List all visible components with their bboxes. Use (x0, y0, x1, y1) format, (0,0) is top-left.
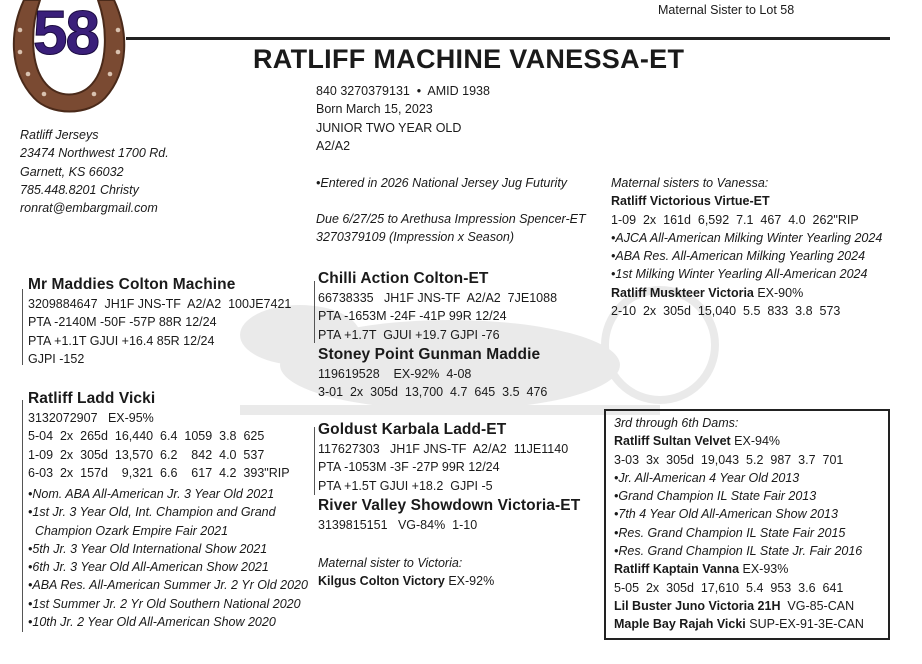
dam4-name: Ratliff Kaptain Vanna (614, 562, 740, 577)
dam4-score: EX-93% (739, 562, 789, 577)
due-note (316, 210, 586, 247)
dam-block (28, 390, 290, 482)
sire-sire-line: PTA +1.7T GJUI +19.7 GJPI -76 (318, 327, 500, 342)
due-service: Due 6/27/25 to Arethusa Impression Spencer-ET (316, 212, 586, 226)
honor: •1st Summer Jr. 2 Yr Old Southern National 2020 (28, 596, 301, 611)
header-note: Maternal Sister to Lot 58 (658, 3, 795, 17)
sire-name: Mr Maddies Colton Machine (28, 276, 236, 293)
sire-line: PTA -2140M -50F -57P 88R 12/24 (28, 315, 217, 330)
sister1-record: 1-09 2x 161d 6,592 7.1 467 4.0 262"RIP (611, 212, 859, 227)
futurity-note: •Entered in 2026 National Jersey Jug Futurity (316, 176, 568, 190)
dam6-name: Maple Bay Rajah Vicki (614, 617, 746, 632)
header-rule (126, 37, 890, 40)
dam3-honor: •Grand Champion IL State Fair 2013 (614, 489, 817, 504)
dam-sire-block (318, 421, 568, 495)
honor: •Nom. ABA All-American Jr. 3 Year Old 2021 (28, 487, 275, 501)
sire-sire-name: Chilli Action Colton-ET (318, 270, 489, 287)
consignor-address: 23474 Northwest 1700 Rd. (20, 146, 169, 161)
sire-block (28, 276, 291, 368)
dam-line: 5-04 2x 265d 16,440 6.4 1059 3.8 625 (28, 429, 265, 444)
sire-sire-block (318, 270, 557, 344)
dam3-honor: •Res. Grand Champion IL State Fair 2015 (614, 525, 846, 540)
sister2-score: EX-90% (753, 285, 804, 300)
dam-dam-line: 3139815151 VG-84% 1-10 (318, 518, 478, 532)
dam3-honor: •Res. Grand Champion IL State Jr. Fair 2016 (614, 544, 863, 559)
honor: Champion Ozark Empire Fair 2021 (28, 523, 229, 538)
dam3-record: 3-03 3x 305d 19,043 5.2 987 3.7 701 (614, 452, 844, 467)
honor: •6th Jr. 3 Year Old All-American Show 2021 (28, 560, 269, 575)
sister1-honor: •AJCA All-American Milking Winter Yearling 2024 (611, 230, 883, 245)
sisters-heading: Maternal sisters to Vanessa: (611, 176, 769, 190)
dam4-record: 5-05 2x 305d 17,610 5.4 953 3.6 641 (614, 580, 844, 595)
dam-line: 1-09 2x 305d 13,570 6.2 842 4.0 537 (28, 447, 265, 462)
sire-line: PTA +1.1T GJUI +16.4 85R 12/24 (28, 333, 215, 348)
sister1-honor: •ABA Res. All-American Milking Yearling 2024 (611, 249, 866, 264)
consignor-phone: 785.448.8201 Christy (20, 182, 139, 197)
sister2-name: Ratliff Muskteer Victoria (611, 285, 754, 300)
dam-sire-line: PTA +1.5T GJUI +18.2 GJPI -5 (318, 478, 493, 493)
dam3-score: EX-94% (730, 434, 781, 449)
dam-honors (28, 485, 308, 631)
dam-sire-bracket (314, 427, 315, 495)
maternal-sisters-vanessa (611, 174, 882, 320)
honor: •ABA Res. All-American Summer Jr. 2 Yr Old 2020 (28, 578, 308, 593)
dam-sire-line: PTA -1053M -3F -27P 99R 12/24 (318, 460, 500, 475)
dam5-name: Lil Buster Juno Victoria 21H (614, 598, 781, 613)
dam5-score: VG-85-CAN (780, 598, 855, 613)
sire-bracket (22, 289, 23, 365)
lot-number: 58 (33, 0, 98, 68)
sister2-record: 2-10 2x 305d 15,040 5.5 833 3.8 573 (611, 304, 841, 319)
sire-sire-line: PTA -1653M -24F -41P 99R 12/24 (318, 309, 507, 324)
animal-title: RATLIFF MACHINE VANESSA-ET (253, 44, 685, 74)
dam6-score: SUP-EX-91-3E-CAN (745, 617, 864, 632)
sister1-name: Ratliff Victorious Virtue-ET (611, 194, 770, 209)
dam-dam-name: River Valley Showdown Victoria-ET (318, 497, 581, 514)
dam3-honor: •7th 4 Year Old All-American Show 2013 (614, 507, 838, 522)
honor: •5th Jr. 3 Year Old International Show 2021 (28, 541, 268, 556)
sire-line: GJPI -152 (28, 351, 85, 366)
maternal-sister-victoria (318, 554, 494, 591)
dam-name: Ratliff Ladd Vicki (28, 390, 156, 407)
dam-line: 3132072907 EX-95% (28, 411, 154, 425)
dams-3-6-content (614, 414, 864, 634)
dam-dam-block (318, 497, 580, 534)
animal-info (316, 82, 490, 155)
dams-heading: 3rd through 6th Dams: (614, 416, 739, 430)
maternal-sister-score: EX-92% (444, 574, 495, 589)
sire-dam-block (318, 346, 547, 402)
dam-sire-line: 117627303 JH1F JNS-TF A2/A2 11JE1140 (318, 442, 569, 456)
dam-line: 6-03 2x 157d 9,321 6.6 617 4.2 393"RIP (28, 465, 290, 480)
sire-sire-line: 66738335 JH1F JNS-TF A2/A2 7JE1088 (318, 291, 558, 305)
sire-dam-line: 3-01 2x 305d 13,700 4.7 645 3.5 476 (318, 385, 548, 400)
registration-line: 840 3270379131 • AMID 1938 (316, 84, 490, 98)
consignor-city: Garnett, KS 66032 (20, 164, 124, 179)
sire-dam-line: 119619528 EX-92% 4-08 (318, 367, 472, 381)
dam-bracket (22, 400, 23, 632)
maternal-sister-heading: Maternal sister to Victoria: (318, 556, 463, 570)
due-service-id: 3270379109 (Impression x Season) (316, 230, 515, 245)
consignor-block (20, 126, 169, 217)
dam-sire-name: Goldust Karbala Ladd-ET (318, 421, 507, 438)
maternal-sister-name: Kilgus Colton Victory (318, 574, 445, 589)
beta-casein: A2/A2 (316, 138, 351, 153)
dam3-name: Ratliff Sultan Velvet (614, 434, 731, 449)
birth-date: Born March 15, 2023 (316, 102, 433, 117)
sire-dam-name: Stoney Point Gunman Maddie (318, 346, 541, 363)
honor: •1st Jr. 3 Year Old, Int. Champion and Grand (28, 505, 276, 520)
honor: •10th Jr. 2 Year Old All-American Show 2020 (28, 615, 276, 630)
age-class: JUNIOR TWO YEAR OLD (316, 120, 462, 135)
consignor-name: Ratliff Jerseys (20, 128, 99, 142)
dam3-honor: •Jr. All-American 4 Year Old 2013 (614, 470, 800, 485)
consignor-email: ronrat@embargmail.com (20, 201, 158, 216)
sire-line: 3209884647 JH1F JNS-TF A2/A2 100JE7421 (28, 297, 292, 311)
sire-sire-bracket (314, 281, 315, 343)
sister1-honor: •1st Milking Winter Yearling All-American 2024 (611, 267, 868, 282)
